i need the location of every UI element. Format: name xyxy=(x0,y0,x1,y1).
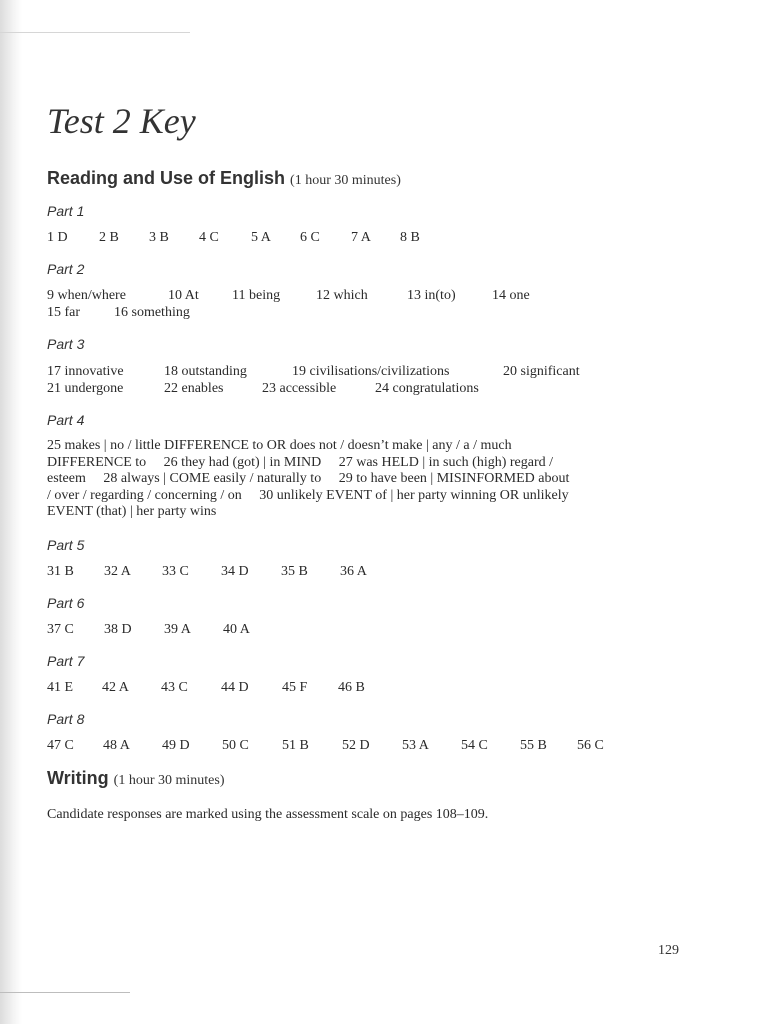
part-4-line: EVENT (that) | her party wins xyxy=(47,504,217,519)
part-4-line: esteem 28 always | COME easily / naturally to 29 to have been | MISINFORMED about xyxy=(47,471,570,486)
reading-duration: (1 hour 30 minutes) xyxy=(290,173,401,188)
answer-item: 24 congratulations xyxy=(375,381,479,396)
answer-item: 20 significant xyxy=(503,364,580,379)
answer-item: 18 outstanding xyxy=(164,364,247,379)
answer-item: 44 D xyxy=(221,680,249,695)
part-4-heading: Part 4 xyxy=(47,412,85,428)
answer-item: 54 C xyxy=(461,738,488,753)
answer-item: 1 D xyxy=(47,230,68,245)
answer-item: 40 A xyxy=(223,622,250,637)
answer-item: 3 B xyxy=(149,230,169,245)
answer-item: 41 E xyxy=(47,680,74,695)
answer-item: 56 C xyxy=(577,738,604,753)
part-4-answers xyxy=(47,438,692,521)
answer-item: 49 D xyxy=(162,738,190,753)
answer-item: 46 B xyxy=(338,680,365,695)
writing-note: Candidate responses are marked using the assessment scale on pages 108–109. xyxy=(47,807,489,822)
answer-item: 14 one xyxy=(492,288,530,303)
answer-item: 22 enables xyxy=(164,381,224,396)
answer-item: 19 civilisations/civilizations xyxy=(292,364,450,379)
answer-item: 53 A xyxy=(402,738,429,753)
answer-item: 32 A xyxy=(104,564,131,579)
reading-heading-text: Reading and Use of English xyxy=(47,168,286,188)
answer-item: 4 C xyxy=(199,230,219,245)
part-7-heading: Part 7 xyxy=(47,653,85,669)
part-3-heading: Part 3 xyxy=(47,336,85,352)
answer-item: 17 innovative xyxy=(47,364,124,379)
answer-item: 37 C xyxy=(47,622,74,637)
answer-item: 31 B xyxy=(47,564,74,579)
writing-section-heading xyxy=(47,768,225,789)
answer-item: 23 accessible xyxy=(262,381,337,396)
scan-bottom-line xyxy=(0,992,130,993)
reading-section-heading xyxy=(47,168,401,189)
answer-item: 43 C xyxy=(161,680,188,695)
part-4-line: DIFFERENCE to 26 they had (got) | in MIND 27 was HELD | in such (high) regard / xyxy=(47,454,554,470)
answer-item: 8 B xyxy=(400,230,420,245)
answer-item: 52 D xyxy=(342,738,370,753)
answer-item: 55 B xyxy=(520,738,547,753)
writing-heading-text: Writing xyxy=(47,768,109,788)
answer-item: 21 undergone xyxy=(47,381,124,396)
answer-item: 13 in(to) xyxy=(407,288,456,303)
answer-item: 42 A xyxy=(102,680,129,695)
part-4-line: 25 makes | no / little DIFFERENCE to OR does not / doesn’t make | any / a / much xyxy=(47,438,512,453)
answer-item: 34 D xyxy=(221,564,249,579)
answer-item: 5 A xyxy=(251,230,271,245)
part-5-heading: Part 5 xyxy=(47,537,85,553)
answer-item: 39 A xyxy=(164,622,191,637)
scan-top-line xyxy=(0,32,190,33)
answer-item: 16 something xyxy=(114,305,190,320)
answer-item: 50 C xyxy=(222,738,249,753)
answer-item: 33 C xyxy=(162,564,189,579)
part-1-heading: Part 1 xyxy=(47,203,85,219)
answer-item: 11 being xyxy=(232,288,281,303)
part-2-heading: Part 2 xyxy=(47,261,85,277)
answer-item: 35 B xyxy=(281,564,308,579)
answer-item: 48 A xyxy=(103,738,130,753)
part-8-heading: Part 8 xyxy=(47,711,85,727)
answer-item: 10 At xyxy=(168,288,199,303)
answer-item: 7 A xyxy=(351,230,371,245)
answer-item: 47 C xyxy=(47,738,74,753)
answer-item: 36 A xyxy=(340,564,367,579)
answer-item: 45 F xyxy=(282,680,308,695)
writing-duration: (1 hour 30 minutes) xyxy=(113,773,225,788)
answer-item: 15 far xyxy=(47,305,81,320)
answer-item: 51 B xyxy=(282,738,309,753)
page-title: Test 2 Key xyxy=(47,101,196,141)
answer-item: 6 C xyxy=(300,230,320,245)
answer-item: 2 B xyxy=(99,230,119,245)
answer-item: 12 which xyxy=(316,288,368,303)
page-edge-shadow xyxy=(0,0,22,1024)
page-number: 129 xyxy=(658,943,679,958)
answer-item: 9 when/where xyxy=(47,288,126,303)
part-4-line: / over / regarding / concerning / on 30 unlikely EVENT of | her party winning OR unlikely xyxy=(47,487,569,503)
answer-item: 38 D xyxy=(104,622,132,637)
part-6-heading: Part 6 xyxy=(47,595,85,611)
